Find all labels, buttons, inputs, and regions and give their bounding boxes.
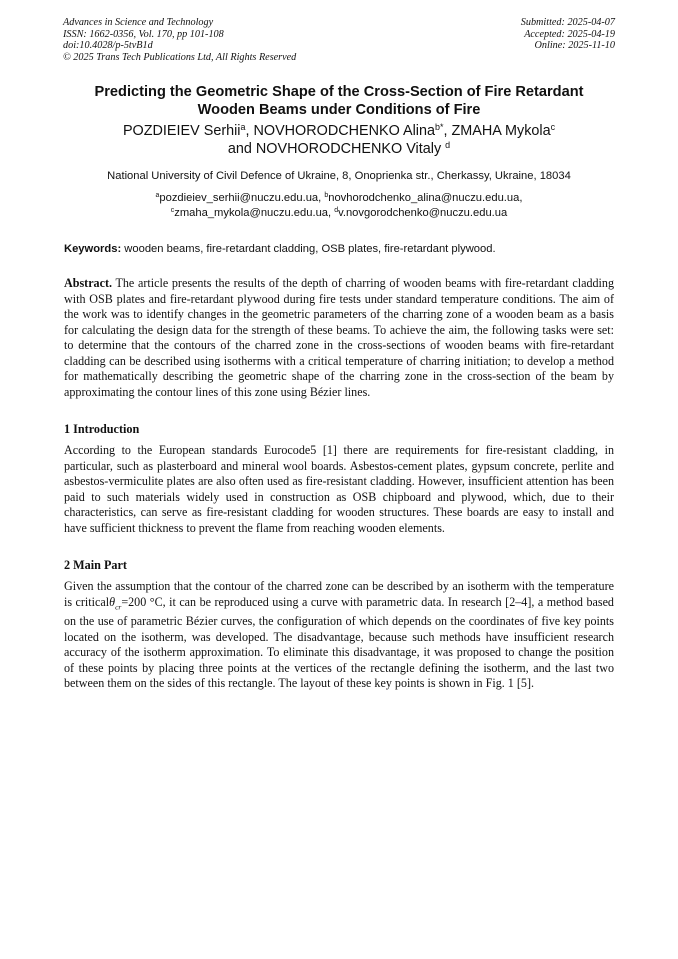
keywords: [64, 242, 614, 256]
author-1: POZDIEIEV Serhii: [122, 123, 241, 139]
email-c[interactable]: zmaha_mykola@nuczu.edu.ua,: [174, 206, 335, 219]
theta-subscript: cr: [115, 601, 122, 611]
email-b-mark: b: [324, 192, 329, 200]
copyright-line: © 2025 Trans Tech Publications Ltd, All Rights Reserved: [63, 51, 297, 63]
main-part-text-2: =200 °C, it can be reproduced using a curve with parametric data. In research [2–4], a method based on the use of parametric Bézier curves, the configuration of which depends on the coordinates of five key points located on the isotherm, was developed. The disadvantage, because such methods have insufficient research accuracy of the isotherm approximation. To eliminate this disadvantage, it was proposed to change the position of these points by placing three points at the vertices of the rectangle defining the isotherm, and the last two between them on the sides of this rectangle. The layout of these key points is shown in Fig. 1 [5].: [64, 594, 614, 691]
issn-line: ISSN: 1662-0356, Vol. 170, pp 101-108: [63, 28, 224, 40]
running-header: [64, 14, 614, 66]
author-list: [64, 122, 614, 158]
author-conjunction: and: [227, 141, 256, 157]
emails-line-1: [64, 191, 614, 206]
author-2: NOVHORODCHENKO Alina: [253, 123, 436, 139]
journal-name: Advances in Science and Technology: [63, 17, 214, 28]
main-part-text-1: Given the assumption that the contour of the charred zone can be described by an isotherm with the temperature is critical: [64, 579, 614, 609]
publication-dates: [521, 17, 615, 52]
email-d[interactable]: v.novgorodchenko@nuczu.edu.ua: [338, 206, 508, 219]
email-a[interactable]: pozdieiev_serhii@nuczu.edu.ua,: [159, 192, 325, 204]
authors-line-1: [64, 122, 614, 140]
section-heading-introduction: 1 Introduction: [64, 422, 140, 436]
author-2-affil-mark: b*: [435, 122, 444, 133]
journal-info: [63, 17, 296, 63]
section-heading-main-part: 2 Main Part: [64, 558, 127, 572]
author-separator: ,: [443, 123, 452, 139]
submitted-date: Submitted: 2025-04-07: [520, 17, 615, 28]
abstract-text: The article presents the results of the depth of charring of wooden beams with fire-retardant cladding with OSB plates and fire-retardant plywood during fire tests under standard temperature conditions. The aim of the work was to identify changes in the geometric parameters of the charring zone of a wooden beam as a basis for calculating the design data for the strength of these beams. To achieve the aim, the following tasks were set: to determine that the contours of the charred zone in the cross-sections of wooden beams with fire-retardant cladding can be described using isotherms with a critical temperature of charring initiation; to develop a method for mathematically describing the geometric shape of the charring zone in the cross-section of the beam by approximating the contour lines of this zone using Bézier lines.: [64, 276, 614, 399]
author-4-affil-mark: d: [445, 140, 451, 151]
theta-letter: θ: [109, 594, 116, 609]
title-line-2: Wooden Beams under Conditions of Fire: [197, 102, 481, 118]
author-emails: [64, 191, 614, 220]
introduction-paragraph: According to the European standards Eurocode5 [1] there are requirements for fire-resistant cladding, in particular, such as plasterboard and mineral wool boards. Asbestos-cement plates, gypsum concrete, perlite and asbestos-vermiculite plates are also often used as fire-resistant cladding. However, insufficient attention has been paid to such materials widely used in construction as OSB chipboard and plywood, which, due to their characteristics, can serve as fire-resistant cladding for wooden structures. These boards are easy to install and have sufficient thickness to prevent the flame from reaching wooden elements.: [64, 443, 614, 535]
email-d-mark: d: [334, 206, 339, 214]
theta-symbol: [109, 595, 121, 609]
keywords-label: Keywords:: [64, 243, 122, 255]
keywords-text: wooden beams, fire-retardant cladding, OSB plates, fire-retardant plywood.: [121, 243, 496, 255]
paper-page: [64, 14, 614, 692]
email-c-mark: c: [170, 206, 175, 214]
author-3-affil-mark: c: [550, 122, 556, 133]
affiliation: National University of Civil Defence of Ukraine, 8, Onoprienka str., Cherkassy, Ukraine, 18034: [107, 170, 571, 182]
author-4: NOVHORODCHENKO Vitaly: [255, 141, 446, 157]
online-date: Online: 2025-11-10: [534, 40, 615, 52]
title-line-1: Predicting the Geometric Shape of the Cross-Section of Fire Retardant: [94, 84, 584, 100]
authors-line-2: [64, 140, 614, 158]
email-b[interactable]: novhorodchenko_alina@nuczu.edu.ua,: [328, 192, 523, 204]
accepted-date: Accepted: 2025-04-19: [524, 28, 615, 40]
author-1-affil-mark: a: [240, 122, 246, 133]
abstract-label: Abstract.: [64, 276, 113, 290]
author-separator: ,: [245, 123, 254, 139]
main-part-paragraph: [64, 579, 614, 692]
author-3: ZMAHA Mykola: [451, 123, 551, 139]
emails-line-2: [64, 206, 614, 221]
email-a-mark: a: [155, 192, 160, 200]
abstract: [64, 276, 614, 400]
doi-line[interactable]: doi:10.4028/p-5tvB1d: [63, 40, 153, 52]
paper-title: [64, 83, 614, 119]
